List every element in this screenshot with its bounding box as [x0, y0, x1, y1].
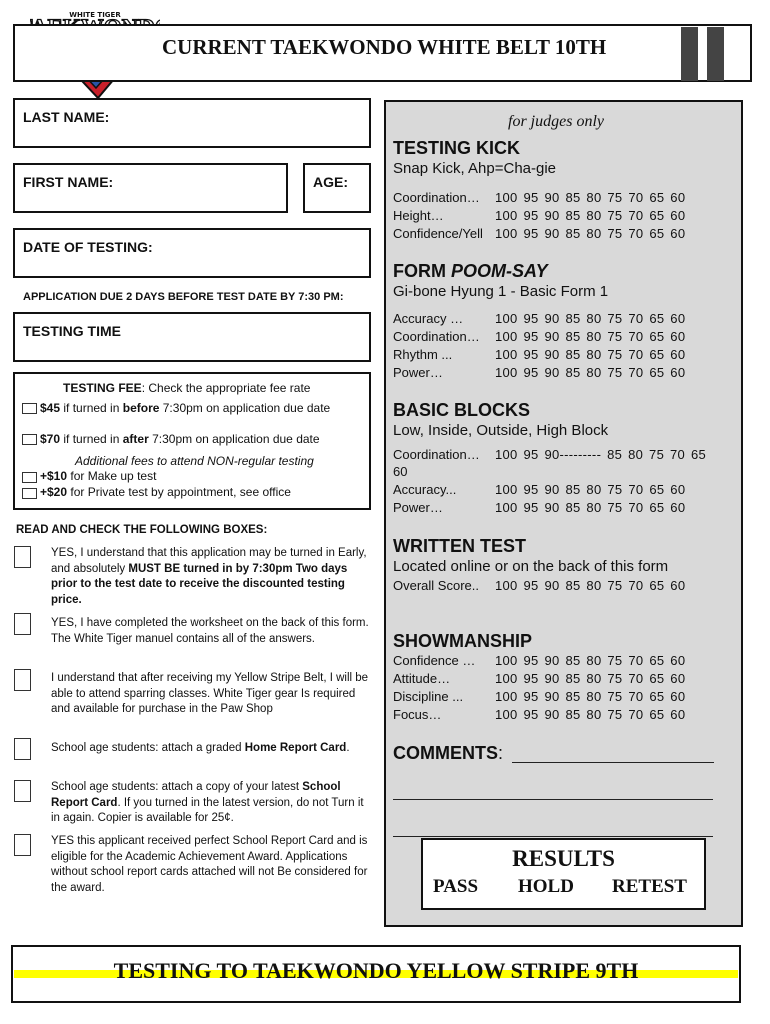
score-row-showmanship-values[interactable]: 100 95 90 85 80 75 70 65 60 [495, 689, 686, 704]
check-box-early-submission[interactable] [14, 546, 31, 568]
score-row-blocks-1 [393, 500, 685, 515]
header-bar-1 [681, 27, 698, 81]
result-retest[interactable]: RETEST [612, 876, 687, 897]
check-box-school-report[interactable] [14, 780, 31, 802]
score-row-blocks-values[interactable]: 100 95 90 85 80 75 70 65 60 [495, 482, 686, 497]
check-text-sparring: I understand that after receiving my Yellow Stripe Belt, I will be able to attend sparring classes. White Tiger gear Is required and available for purchase in the Paw Shop [51, 672, 369, 715]
check-text-early-submission: YES, I understand that this application may be turned in Early, and absolutely MUST BE turned in by 7:30pm Two days prior to the test date to receive the discounted testing price. [51, 547, 367, 606]
form-poomsay-title: FORM POOM-SAY [393, 261, 548, 281]
score-row-kick-2 [393, 226, 685, 241]
score-row-form-values[interactable]: 100 95 90 85 80 75 70 65 60 [495, 365, 686, 380]
logo-subtext: WHITE TIGER [69, 11, 121, 19]
check-box-worksheet[interactable] [14, 613, 31, 635]
score-row-showmanship-0 [393, 653, 685, 668]
score-row-showmanship-name: Focus… [393, 707, 442, 722]
testing-kick-subtitle: Snap Kick, Ahp=Cha-gie [393, 160, 557, 177]
score-row-form-name: Rhythm ... [393, 347, 453, 362]
score-row-showmanship-values[interactable]: 100 95 90 85 80 75 70 65 60 [495, 653, 686, 668]
score-row-showmanship-1 [393, 671, 685, 686]
fee-makeup-text: +$10 for Make up test [40, 469, 157, 483]
check-box-home-report[interactable] [14, 738, 31, 760]
score-row-kick-values[interactable]: 100 95 90 85 80 75 70 65 60 [495, 190, 686, 205]
score-row-kick-values[interactable]: 100 95 90 85 80 75 70 65 60 [495, 208, 686, 223]
score-row-form-values[interactable]: 100 95 90 85 80 75 70 65 60 [495, 311, 686, 326]
basic-blocks-subtitle: Low, Inside, Outside, High Block [393, 422, 609, 439]
score-row-showmanship-2 [393, 689, 685, 704]
results-title: RESULTS [512, 846, 615, 871]
score-row-blocks-coordination-cont: 60 [393, 464, 408, 479]
written-test-subtitle: Located online or on the back of this form [393, 558, 669, 575]
fee-makeup-checkbox[interactable] [22, 472, 37, 483]
page-title: CURRENT TAEKWONDO WHITE BELT 10TH [162, 35, 607, 59]
comments-label: COMMENTS: [393, 743, 504, 763]
additional-fees-note: Additional fees to attend NON-regular testing [75, 454, 314, 468]
fee-private-text: +$20 for Private test by appointment, see office [40, 485, 291, 499]
comments-line-2[interactable] [393, 799, 713, 800]
score-row-form-3 [393, 365, 685, 380]
fee-45-checkbox[interactable] [22, 403, 37, 414]
score-row-showmanship-values[interactable]: 100 95 90 85 80 75 70 65 60 [495, 671, 686, 686]
result-hold[interactable]: HOLD [518, 876, 574, 897]
application-due-note: APPLICATION DUE 2 DAYS BEFORE TEST DATE BY 7:30 PM: [23, 291, 344, 303]
header-bar-2 [707, 27, 724, 81]
age-field[interactable] [303, 163, 371, 213]
fee-70-checkbox[interactable] [22, 434, 37, 445]
first-name-label: FIRST NAME: [23, 174, 114, 190]
check-text-school-report: School age students: attach a copy of your latest School Report Card. If you turned in the latest version, do not Turn it in again. Copier is available for 25¢. [51, 781, 364, 824]
check-text-home-report: School age students: attach a graded Home Report Card. [51, 742, 350, 754]
check-text-academic-award: YES this applicant received perfect School Report Card and is eligible for the Academic Achievement Award. Applications without school report cards attached will not Be considered for the award. [51, 835, 368, 894]
score-row-showmanship-values[interactable]: 100 95 90 85 80 75 70 65 60 [495, 707, 686, 722]
score-row-blocks-0 [393, 482, 685, 497]
score-row-kick-name: Height… [393, 208, 444, 223]
checklist-heading: READ AND CHECK THE FOLLOWING BOXES: [16, 524, 268, 536]
score-row-blocks-name: Power… [393, 500, 443, 515]
comments-line-3[interactable] [393, 836, 713, 837]
check-box-academic-award[interactable] [14, 834, 31, 856]
next-rank-title: TESTING TO TAEKWONDO YELLOW STRIPE 9TH [113, 958, 639, 983]
score-row-blocks-values[interactable]: 100 95 90 85 80 75 70 65 60 [495, 500, 686, 515]
fee-private-checkbox[interactable] [22, 488, 37, 499]
score-row-showmanship-3 [393, 707, 685, 722]
fee-70-text: $70 if turned in after 7:30pm on application due date [40, 432, 320, 446]
showmanship-title: SHOWMANSHIP [393, 631, 532, 651]
score-row-kick-name: Coordination… [393, 190, 480, 205]
last-name-label: LAST NAME: [23, 109, 110, 125]
score-row-form-name: Power… [393, 365, 443, 380]
score-row-form-name: Accuracy … [393, 311, 464, 326]
score-row-blocks-coordination: Coordination… 100 95 90--------- 85 80 75 70 65 [393, 447, 707, 462]
written-test-title: WRITTEN TEST [393, 536, 526, 556]
score-row-kick-name: Confidence/Yell [393, 226, 483, 241]
testing-time-label: TESTING TIME [23, 323, 121, 339]
result-pass[interactable]: PASS [433, 876, 479, 897]
date-of-testing-field[interactable] [13, 228, 371, 278]
testing-time-field[interactable] [13, 312, 371, 362]
score-row-form-name: Coordination… [393, 329, 480, 344]
fee-45-text: $45 if turned in before 7:30pm on application due date [40, 401, 331, 415]
score-row-form-values[interactable]: 100 95 90 85 80 75 70 65 60 [495, 347, 686, 362]
score-row-showmanship-name: Attitude… [393, 671, 451, 686]
score-row-written-overall: Overall Score.. 100 95 90 85 80 75 70 65 60 [393, 578, 686, 593]
score-row-showmanship-name: Discipline ... [393, 689, 464, 704]
testing-kick-title: TESTING KICK [393, 138, 521, 158]
score-row-form-0 [393, 311, 685, 326]
judges-only-note: for judges only [508, 113, 604, 130]
last-name-field[interactable] [13, 98, 371, 148]
first-name-field[interactable] [13, 163, 288, 213]
basic-blocks-title: BASIC BLOCKS [393, 400, 531, 420]
date-of-testing-label: DATE OF TESTING: [23, 239, 153, 255]
score-row-showmanship-name: Confidence … [393, 653, 476, 668]
form-poomsay-subtitle: Gi-bone Hyung 1 - Basic Form 1 [393, 283, 609, 300]
score-row-kick-0 [393, 190, 685, 205]
check-text-worksheet: YES, I have completed the worksheet on the back of this form. The White Tiger manuel contains all of the answers. [51, 617, 369, 645]
score-row-kick-1 [393, 208, 685, 223]
age-label: AGE: [313, 174, 348, 190]
check-box-sparring[interactable] [14, 669, 31, 691]
score-row-form-values[interactable]: 100 95 90 85 80 75 70 65 60 [495, 329, 686, 344]
score-row-form-2 [393, 347, 685, 362]
testing-fee-title: TESTING FEE: Check the appropriate fee rate [63, 381, 311, 395]
score-row-kick-values[interactable]: 100 95 90 85 80 75 70 65 60 [495, 226, 686, 241]
score-row-form-1 [393, 329, 685, 344]
score-row-blocks-name: Accuracy... [393, 482, 457, 497]
comments-line-1[interactable] [512, 762, 714, 763]
